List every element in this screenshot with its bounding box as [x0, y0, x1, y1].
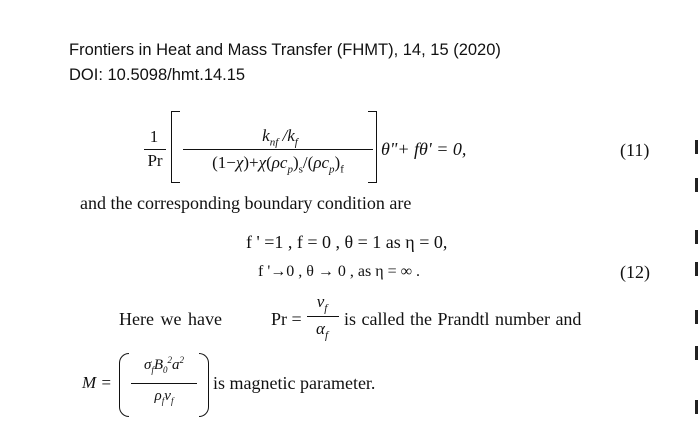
adjacent-page-edge	[695, 262, 698, 276]
prandtl-lead-text: Here we have	[119, 309, 222, 329]
eq11-inner-denominator: $(1-\chi)+\chi(\rho c_p)_s/(\rho c_p)_f$	[212, 153, 344, 176]
eq11-rhs: θ"+ fθ' = 0,	[381, 139, 467, 159]
prandtl-tail-text: is called the Prandtl number and	[344, 309, 582, 329]
eq11-right-bracket	[368, 111, 377, 183]
adjacent-page-edge	[695, 346, 698, 360]
eq11-inner-numerator: $k_{nf}$ $/k_f$	[262, 126, 298, 149]
adjacent-page-edge	[695, 230, 698, 244]
eq12-number: (12)	[620, 262, 650, 282]
adjacent-page-edge	[695, 310, 698, 324]
eq11-frac-numerator: 1	[149, 127, 159, 146]
eq11-frac-bar	[144, 149, 166, 150]
eq11-left-bracket	[171, 111, 180, 183]
boundary-condition-2: f '→0 , θ → 0 , as η = ∞ .	[258, 263, 420, 280]
adjacent-page-edge	[695, 178, 698, 192]
prandtl-denominator: $\alpha_f$	[316, 319, 328, 342]
eq11-number: (11)	[620, 140, 650, 160]
eq11-inner-bar	[183, 149, 373, 150]
boundary-intro-text: and the corresponding boundary condition are	[80, 193, 412, 213]
magnetic-denominator: $\rho_f\nu_f$	[154, 388, 174, 406]
adjacent-page-edge	[695, 400, 698, 414]
journal-header: Frontiers in Heat and Mass Transfer (FHMT), 14, 15 (2020)	[69, 41, 501, 59]
doi-line: DOI: 10.5098/hmt.14.15	[69, 66, 246, 84]
magnetic-lhs: M =	[82, 373, 112, 392]
prandtl-numerator: $\nu_f$	[316, 292, 328, 315]
prandtl-lhs: Pr =	[271, 309, 302, 329]
magnetic-right-paren	[199, 353, 209, 417]
prandtl-frac-bar	[307, 316, 339, 317]
magnetic-numerator: $\sigma_fB_0^2a^2$	[143, 355, 185, 375]
boundary-condition-1: f ' =1 , f = 0 , θ = 1 as η = 0,	[246, 232, 448, 252]
magnetic-tail-text: is magnetic parameter.	[213, 373, 376, 393]
adjacent-page-edge	[695, 140, 698, 154]
eq11-frac-denominator: Pr	[147, 151, 163, 170]
magnetic-frac-bar	[131, 383, 197, 384]
